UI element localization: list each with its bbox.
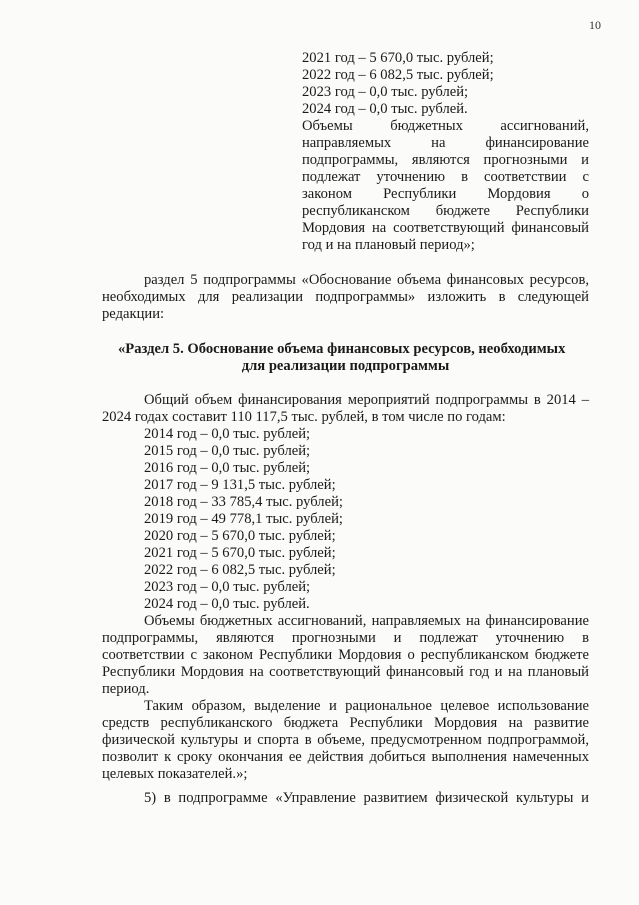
year-item: 2022 год – 6 082,5 тыс. рублей;	[144, 562, 336, 578]
year-item: 2020 год – 5 670,0 тыс. рублей;	[144, 528, 336, 544]
year-line-2021: 2021 год – 5 670,0 тыс. рублей;	[302, 50, 494, 66]
total-line: Общий объем финансирования мероприятий подпрограммы в 2014 –	[144, 392, 589, 408]
budget-paragraph-line: Объемы бюджетных ассигнований, направляемых на финансирование	[144, 613, 589, 629]
result-paragraph-line-last: целевых показателей.»;	[102, 766, 248, 782]
note-line: подлежат уточнению в соответствии с	[302, 169, 589, 185]
year-line-2024: 2024 год – 0,0 тыс. рублей.	[302, 101, 468, 117]
note-line: подпрограммы, являются прогнозными и	[302, 152, 589, 168]
year-line-2023: 2023 год – 0,0 тыс. рублей;	[302, 84, 469, 100]
year-item: 2018 год – 33 785,4 тыс. рублей;	[144, 494, 343, 510]
section-intro-line-last: редакции:	[102, 306, 165, 322]
page-number: 10	[589, 18, 601, 32]
section-intro-line: необходимых для реализации подпрограммы» изложить в следующей	[102, 289, 589, 305]
section-heading-line-2: для реализации подпрограммы	[241, 358, 450, 374]
year-item: 2021 год – 5 670,0 тыс. рублей;	[144, 545, 336, 561]
note-line: республиканском бюджете Республики	[302, 203, 589, 219]
section-intro-line: раздел 5 подпрограммы «Обоснование объема финансовых ресурсов,	[144, 272, 589, 288]
item-5-line: 5) в подпрограмме «Управление развитием физической культуры и	[144, 790, 589, 806]
note-line: Мордовия на соответствующий финансовый	[302, 220, 589, 236]
year-item: 2017 год – 9 131,5 тыс. рублей;	[144, 477, 336, 493]
result-paragraph-line: позволит к сроку окончания ее действия добиться выполнения намеченных	[102, 749, 589, 765]
budget-paragraph-line-last: период.	[102, 681, 150, 697]
year-item: 2014 год – 0,0 тыс. рублей;	[144, 426, 311, 442]
note-line-last: год и на плановый период»;	[302, 237, 475, 253]
result-paragraph-line: Таким образом, выделение и рациональное целевое использование	[144, 698, 589, 714]
year-item: 2016 год – 0,0 тыс. рублей;	[144, 460, 311, 476]
year-item: 2019 год – 49 778,1 тыс. рублей;	[144, 511, 343, 527]
budget-paragraph-line: соответствии с законом Республики Мордовия о республиканском бюджете	[102, 647, 589, 663]
result-paragraph-line: средств республиканского бюджета Республики Мордовия на развитие	[102, 715, 589, 731]
total-line: 2024 годах составит 110 117,5 тыс. рублей, в том числе по годам:	[102, 409, 506, 425]
year-item: 2023 год – 0,0 тыс. рублей;	[144, 579, 311, 595]
note-line: Объемы бюджетных ассигнований,	[302, 118, 589, 134]
year-line-2022: 2022 год – 6 082,5 тыс. рублей;	[302, 67, 494, 83]
budget-paragraph-line: Республики Мордовия на соответствующий финансовый год и на плановый	[102, 664, 589, 680]
year-item: 2024 год – 0,0 тыс. рублей.	[144, 596, 310, 612]
budget-paragraph-line: подпрограммы, являются прогнозными и подлежат уточнению в	[102, 630, 589, 646]
year-item: 2015 год – 0,0 тыс. рублей;	[144, 443, 311, 459]
note-line: законом Республики Мордовия о	[302, 186, 589, 202]
section-heading: «Раздел 5. Обоснование объема финансовых ресурсов, необходимых	[118, 341, 566, 357]
note-line: направляемых на финансирование	[302, 135, 589, 151]
result-paragraph-line: физической культуры и спорта в объеме, предусмотренном подпрограммой,	[102, 732, 589, 748]
